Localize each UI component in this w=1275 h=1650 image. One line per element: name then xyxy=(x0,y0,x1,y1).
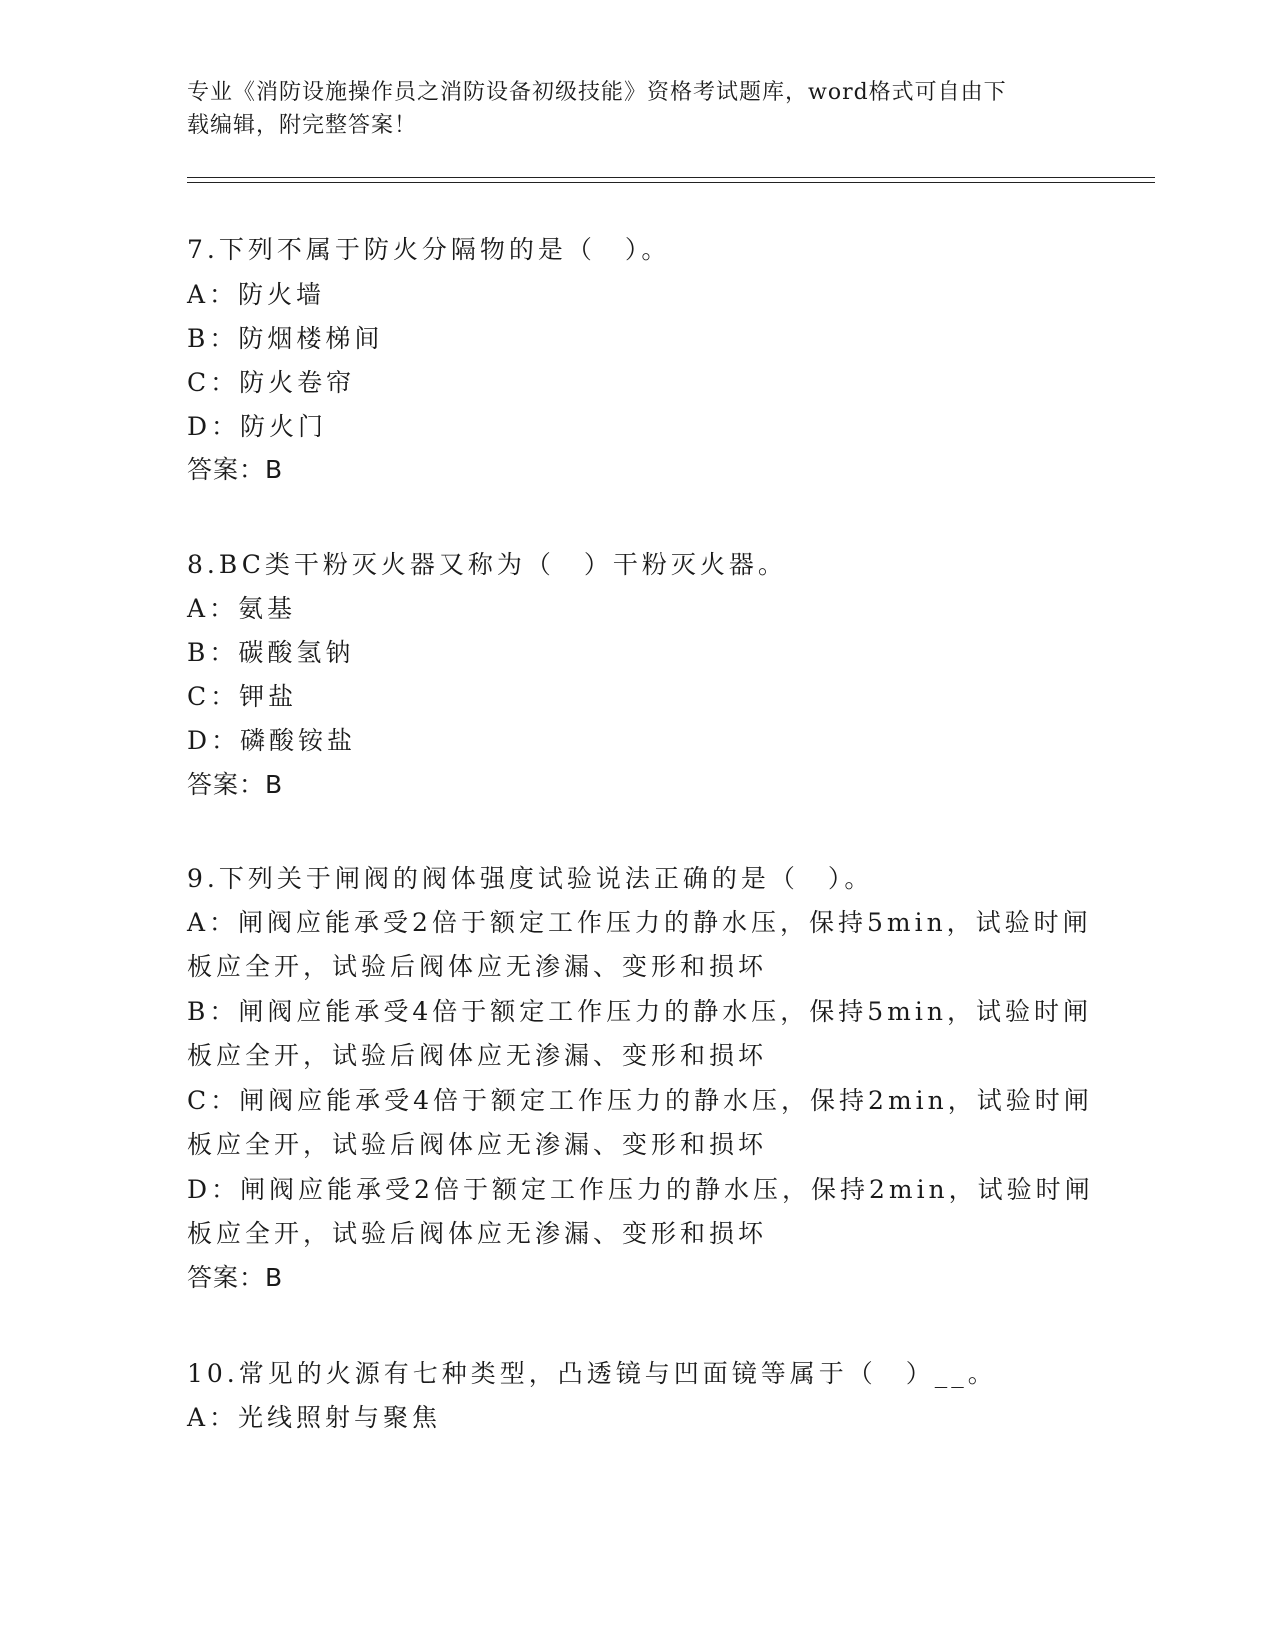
option-9-a-line-1: A：闸阀应能承受2倍于额定工作压力的静水压，保持5min，试验时闸 xyxy=(187,908,1092,937)
answer-8: 答案：B xyxy=(187,770,284,799)
option-9-c-line-2: 板应全开，试验后阀体应无渗漏、变形和损坏 xyxy=(187,1130,768,1159)
option-9-a-line-2: 板应全开，试验后阀体应无渗漏、变形和损坏 xyxy=(187,952,768,981)
option-8-b: B：碳酸氢钠 xyxy=(187,638,355,667)
option-7-b: B：防烟楼梯间 xyxy=(187,324,384,353)
document-header xyxy=(187,76,1087,142)
question-stem-8: 8.BC类干粉灭火器又称为（ ）干粉灭火器。 xyxy=(187,550,787,579)
answer-9: 答案：B xyxy=(187,1263,284,1292)
option-9-d-line-1: D：闸阀应能承受2倍于额定工作压力的静水压，保持2min，试验时闸 xyxy=(187,1175,1094,1204)
option-7-d: D：防火门 xyxy=(187,412,328,441)
question-stem-9: 9.下列关于闸阀的阀体强度试验说法正确的是（ ）。 xyxy=(187,864,874,893)
question-stem-7: 7.下列不属于防火分隔物的是（ ）。 xyxy=(187,235,671,264)
option-8-c: C：钾盐 xyxy=(187,682,298,711)
option-9-b-line-1: B：闸阀应能承受4倍于额定工作压力的静水压，保持5min，试验时闸 xyxy=(187,997,1092,1026)
header-divider-bottom xyxy=(187,182,1155,183)
option-9-c-line-1: C：闸阀应能承受4倍于额定工作压力的静水压，保持2min，试验时闸 xyxy=(187,1086,1093,1115)
question-stem-10: 10.常见的火源有七种类型，凸透镜与凹面镜等属于（ ）__。 xyxy=(187,1359,997,1388)
header-line-1: 专业《消防设施操作员之消防设备初级技能》资格考试题库，word格式可自由下 xyxy=(187,80,1007,105)
option-8-a: A：氨基 xyxy=(187,594,297,623)
header-divider-top xyxy=(187,177,1155,178)
option-7-c: C：防火卷帘 xyxy=(187,368,356,397)
option-9-d-line-2: 板应全开，试验后阀体应无渗漏、变形和损坏 xyxy=(187,1219,768,1248)
option-8-d: D：磷酸铵盐 xyxy=(187,726,357,755)
option-9-b-line-2: 板应全开，试验后阀体应无渗漏、变形和损坏 xyxy=(187,1041,768,1070)
option-10-a: A：光线照射与聚焦 xyxy=(187,1403,442,1432)
option-7-a: A：防火墙 xyxy=(187,280,326,309)
header-line-2: 载编辑，附完整答案！ xyxy=(187,113,418,138)
answer-7: 答案：B xyxy=(187,455,284,484)
